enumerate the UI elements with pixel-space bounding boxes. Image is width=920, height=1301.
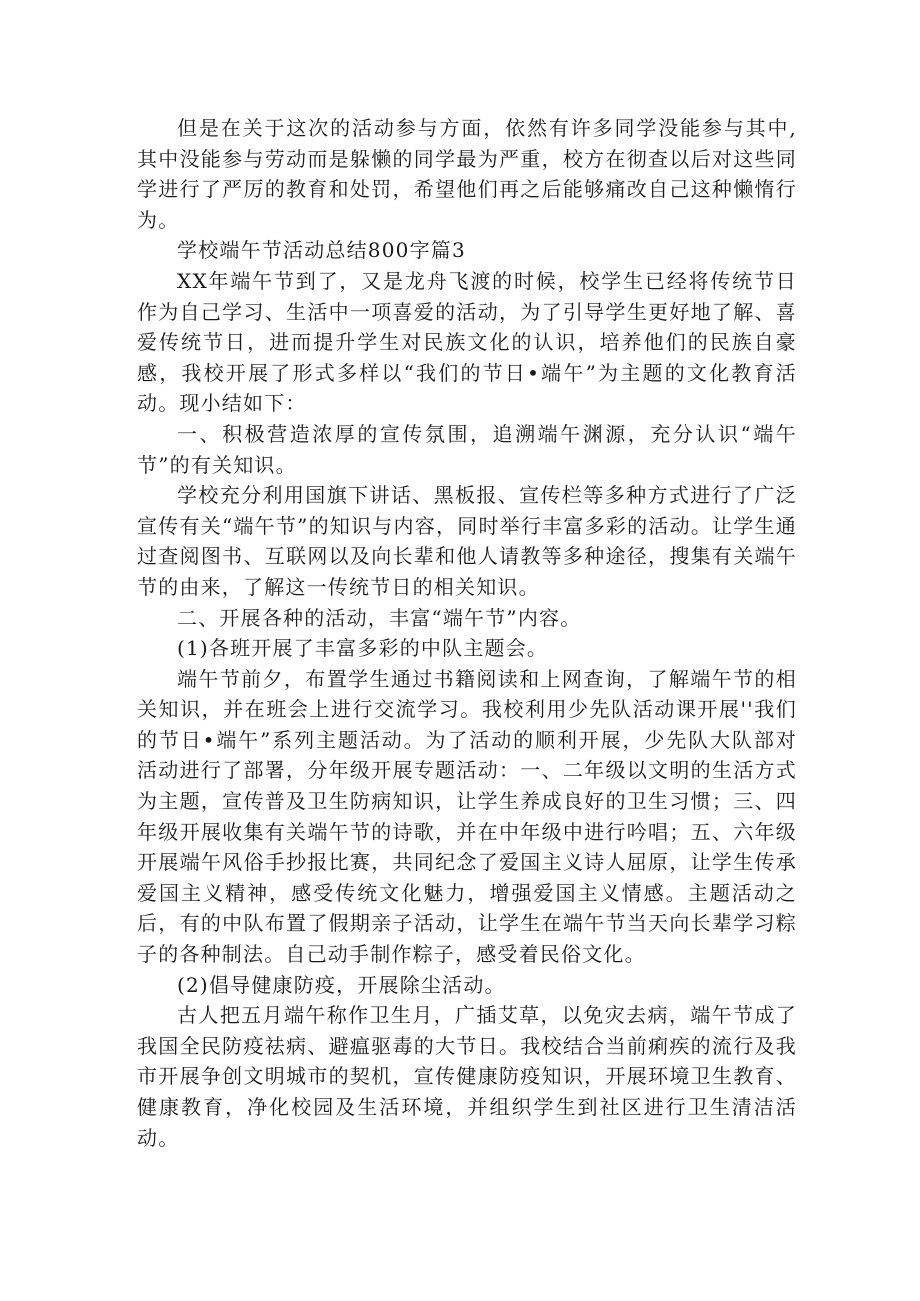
subheading-two: (2)倡导健康防疫，开展除尘活动。 xyxy=(177,972,506,997)
section-title: 学校端午节活动总结800字篇3 xyxy=(177,238,466,263)
paragraph-intro: XX年端午节到了，又是龙舟飞渡的时候，校学生已经将传统节日作为自己学习、生活中一项喜爱的活动，为了引导学生更好地了解、喜爱传统节日，进而提升学生对民族文化的认识，培养他们的民族自豪感，我校开展了形式多样以“我们的节日•端午”为主题的文化教育活动。现小结如下： xyxy=(137,268,797,416)
paragraph-hygiene: 古人把五月端午称作卫生月，广插艾草，以免灾去病，端午节成了我国全民防疫祛病、避瘟驱毒的大节日。我校结合当前痢疾的流行及我市开展争创文明城市的契机，宣传健康防疫知识，开展环境卫生教育、健康教育，净化校园及生活环境，并组织学生到社区进行卫生清洁活动。 xyxy=(137,1003,797,1150)
heading-two: 二、开展各种的活动，丰富“端午节”内容。 xyxy=(177,605,582,630)
subheading-one: (1)各班开展了丰富多彩的中队主题会。 xyxy=(177,636,549,661)
document-body xyxy=(137,113,797,1153)
paragraph-publicity: 学校充分利用国旗下讲话、黑板报、宣传栏等多种方式进行了广泛宣传有关“端午节”的知识与内容，同时举行丰富多彩的活动。让学生通过查阅图书、互联网以及向长辈和他人请教等多种途径，搜集有关端午节的由来，了解这一传统节日的相关知识。 xyxy=(137,483,797,599)
paragraph-activities: 端午节前夕，布置学生通过书籍阅读和上网查询，了解端午节的相关知识，并在班会上进行交流学习。我校利用少先队活动课开展''我们的节日•端午”系列主题活动。为了活动的顺利开展，少先队大队部对活动进行了部署，分年级开展专题活动：一、二年级以文明的生活方式为主题，宣传普及卫生防病知识，让学生养成良好的卫生习惯；三、四年级开展收集有关端午节的诗歌，并在中年级中进行吟唱；五、六年级开展端午风俗手抄报比赛，共同纪念了爱国主义诗人屈原，让学生传承爱国主义精神，感受传统文化魅力，增强爱国主义情感。主题活动之后，有的中队布置了假期亲子活动，让学生在端午节当天向长辈学习粽子的各种制法。自己动手制作粽子，感受着民俗文化。 xyxy=(137,666,797,967)
paragraph-participation: 但是在关于这次的活动参与方面，依然有许多同学没能参与其中,其中没能参与劳动而是躲懒的同学最为严重，校方在彻查以后对这些同学进行了严厉的教育和处罚，希望他们再之后能够痛改自己这种懒惰行为。 xyxy=(137,116,797,232)
heading-one: 一、积极营造浓厚的宣传氛围，追溯端午渊源，充分认识“端午节”的有关知识。 xyxy=(137,421,797,477)
